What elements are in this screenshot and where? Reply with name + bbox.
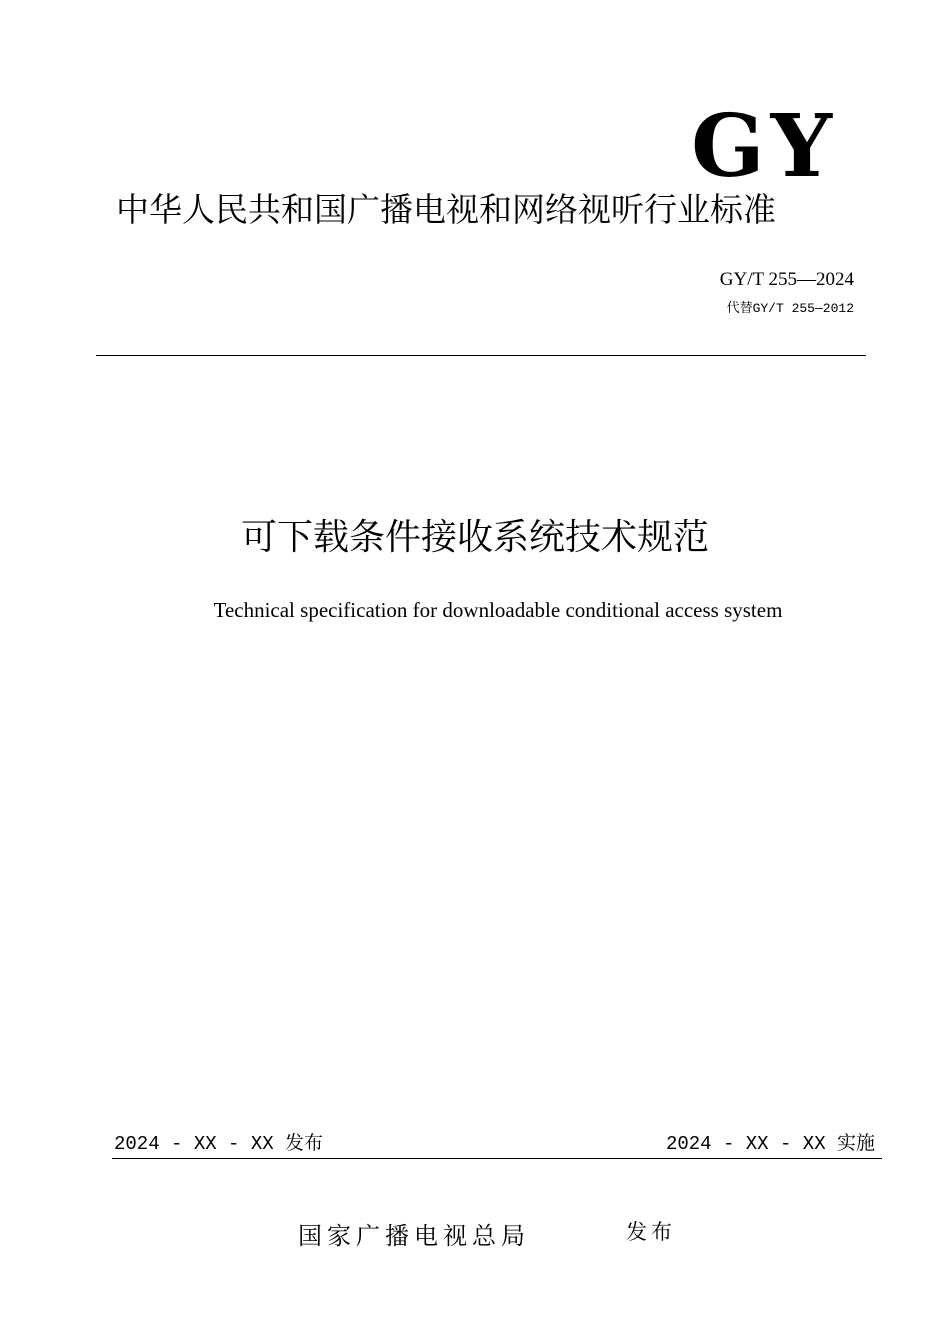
bottom-divider xyxy=(112,1158,882,1159)
gy-logo: GY xyxy=(691,96,838,197)
replaces-standard: 代替GY/T 255—2012 xyxy=(726,301,854,316)
implementation-date: 2024 - XX - XX 实施 xyxy=(665,1133,875,1155)
document-title-english: Technical specification for downloadable conditional access system xyxy=(213,598,783,622)
release-date: 2024 - XX - XX 发布 xyxy=(114,1133,324,1155)
document-title-chinese: 可下载条件接收系统技术规范 xyxy=(240,517,709,558)
standard-code: GY/T 255—2024 xyxy=(719,269,854,290)
publisher-name: 国家广播电视总局 xyxy=(298,1222,530,1250)
publish-label: 发布 xyxy=(626,1220,676,1244)
industry-standard-heading: 中华人民共和国广播电视和网络视听行业标准 xyxy=(116,190,776,229)
top-divider xyxy=(96,355,866,356)
